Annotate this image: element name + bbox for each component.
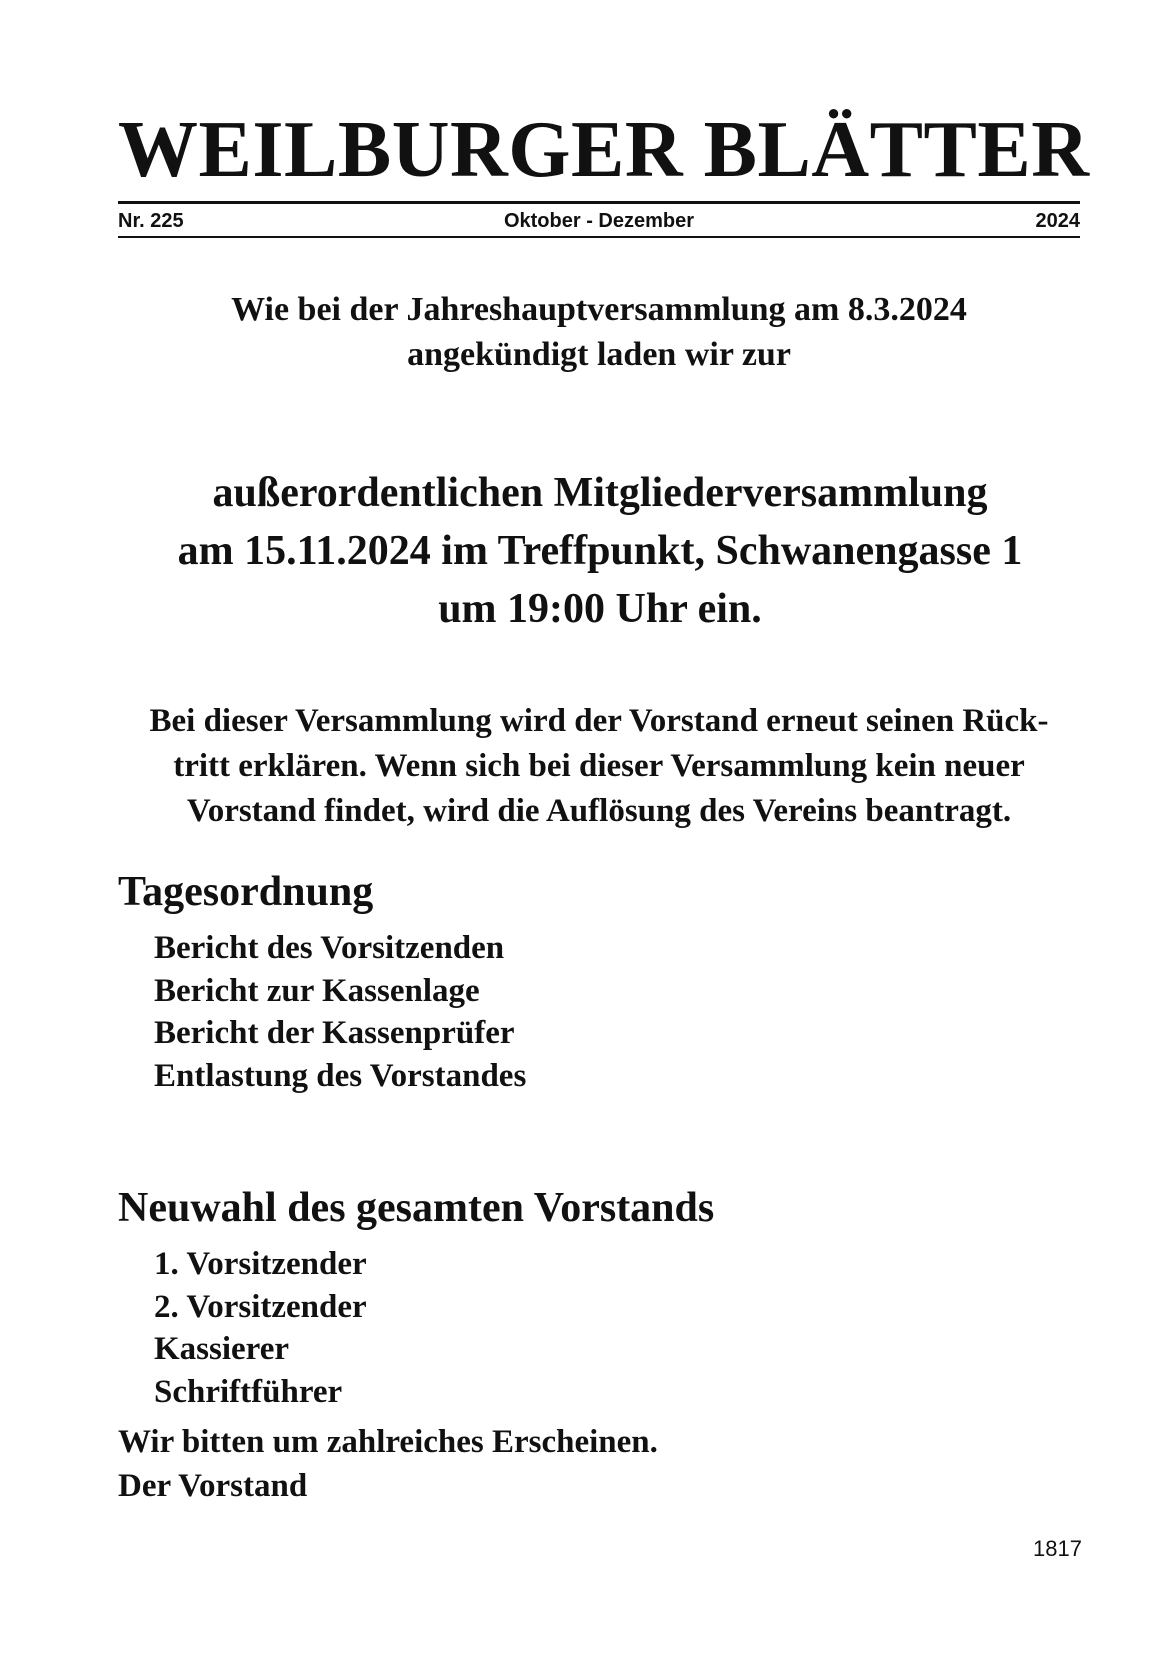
notice-line: Vorstand findet, wird die Auflösung des Vereins beantragt. [186, 793, 1012, 829]
agenda-item: Entlastung des Vorstandes [154, 1057, 527, 1094]
meeting-announcement [100, 464, 1100, 638]
masthead-bottom-rule [118, 236, 1080, 238]
issue-info-bar [118, 208, 1080, 234]
agenda-item: Bericht des Vorsitzenden [154, 930, 505, 966]
election-item: 1. Vorsitzender [154, 1246, 367, 1282]
election-item: 2. Vorsitzender [154, 1288, 367, 1325]
closing-line: Wir bitten um zahlreiches Erscheinen. [118, 1424, 658, 1460]
agenda-item: Bericht zur Kassenlage [154, 972, 480, 1009]
election-item: Kassierer [154, 1331, 290, 1367]
announcement-line: am 15.11.2024 im Treffpunkt, Schwanengasse 1 [177, 528, 1023, 574]
announcement-line: um 19:00 Uhr ein. [438, 586, 762, 632]
intro-line: Wie bei der Jahreshauptversammlung am 8.3.2024 [231, 291, 967, 328]
notice-line: tritt erklären. Wenn sich bei dieser Versammlung kein neuer [173, 748, 1025, 784]
intro-text [118, 287, 1080, 377]
masthead-top-rule [118, 201, 1080, 204]
issue-year: 2024 [1035, 210, 1080, 232]
signature: Der Vorstand [118, 1468, 308, 1504]
notice-line: Bei dieser Versammlung wird der Vorstand erneut seinen Rück- [149, 703, 1049, 739]
agenda-list [154, 927, 526, 1097]
newsletter-title: WEILBURGER BLÄTTER [118, 106, 1090, 194]
resignation-notice [118, 699, 1080, 834]
election-item: Schriftführer [154, 1373, 343, 1410]
election-heading: Neuwahl des gesamten Vorstands [118, 1185, 715, 1231]
closing-text [118, 1420, 658, 1508]
announcement-line: außerordentlichen Mitgliederversammlung [212, 470, 988, 516]
page-number: 1817 [1033, 1536, 1082, 1561]
election-list [154, 1243, 367, 1413]
agenda-heading: Tagesordnung [118, 869, 374, 915]
intro-line: angekündigt laden wir zur [407, 336, 791, 373]
issue-period: Oktober - Dezember [503, 210, 695, 232]
issue-number: Nr. 225 [118, 210, 184, 232]
agenda-item: Bericht der Kassenprüfer [154, 1015, 515, 1051]
